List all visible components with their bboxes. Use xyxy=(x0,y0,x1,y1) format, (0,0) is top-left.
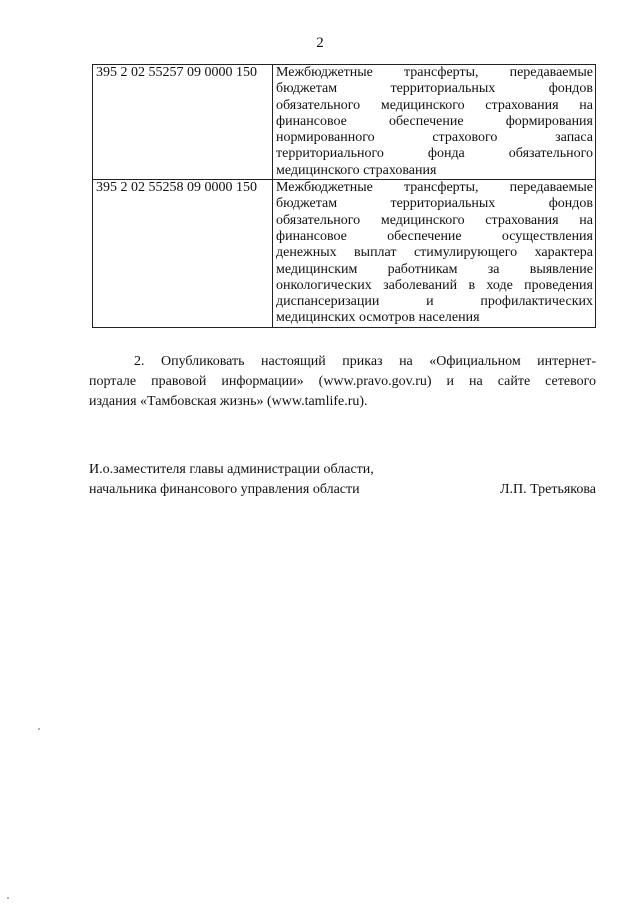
paragraph-line: портале правовой информации» (www.pravo.gov.ru) и на сайте сетевого xyxy=(89,374,596,389)
description-line: медицинского страхования xyxy=(276,162,437,178)
budget-code-cell: 395 2 02 55258 09 0000 150 xyxy=(93,180,273,328)
description-line: финансовое обеспечение формирования xyxy=(276,113,593,129)
scan-speck xyxy=(7,897,9,899)
budget-description-cell xyxy=(273,180,596,328)
description-line: нормированного страхового запаса xyxy=(276,130,593,146)
budget-code-cell: 395 2 02 55257 09 0000 150 xyxy=(93,65,273,180)
budget-description-cell xyxy=(273,65,596,180)
description-line: обязательного медицинского страхования на xyxy=(276,97,593,113)
paragraph-line: 2. Опубликовать настоящий приказ на «Официальном интернет- xyxy=(134,354,596,369)
description-line: финансовое обеспечение осуществления xyxy=(276,228,593,244)
description-line: медицинским работникам за выявление xyxy=(276,261,593,277)
description-line: диспансеризации и профилактических xyxy=(276,294,593,310)
scan-speck xyxy=(38,728,40,730)
description-line: бюджетам территориальных фондов xyxy=(276,196,593,212)
description-line: территориального фонда обязательного xyxy=(276,146,593,162)
paragraph-line: издания «Тамбовская жизнь» (www.tamlife.ru). xyxy=(89,394,368,409)
signatory-title-line: И.о.заместителя главы администрации области, xyxy=(89,462,374,477)
description-line: денежных выплат стимулирующего характера xyxy=(276,245,593,261)
signatory-name: Л.П. Третьякова xyxy=(499,482,596,497)
description-line: обязательного медицинского страхования на xyxy=(276,212,593,228)
description-line: Межбюджетные трансферты, передаваемые xyxy=(276,180,593,196)
signature-block xyxy=(89,460,596,500)
description-line: медицинских осмотров населения xyxy=(276,310,480,326)
table-row xyxy=(93,65,596,180)
signatory-title-line: начальника финансового управления области xyxy=(89,482,360,497)
budget-table xyxy=(92,64,596,328)
description-line: онкологических заболеваний в ходе проведения xyxy=(276,277,593,293)
description-line: Межбюджетные трансферты, передаваемые xyxy=(276,65,593,80)
page-number: 2 xyxy=(316,35,324,51)
table-row xyxy=(93,180,596,328)
publication-paragraph xyxy=(89,352,596,412)
description-line: бюджетам территориальных фондов xyxy=(276,81,593,97)
